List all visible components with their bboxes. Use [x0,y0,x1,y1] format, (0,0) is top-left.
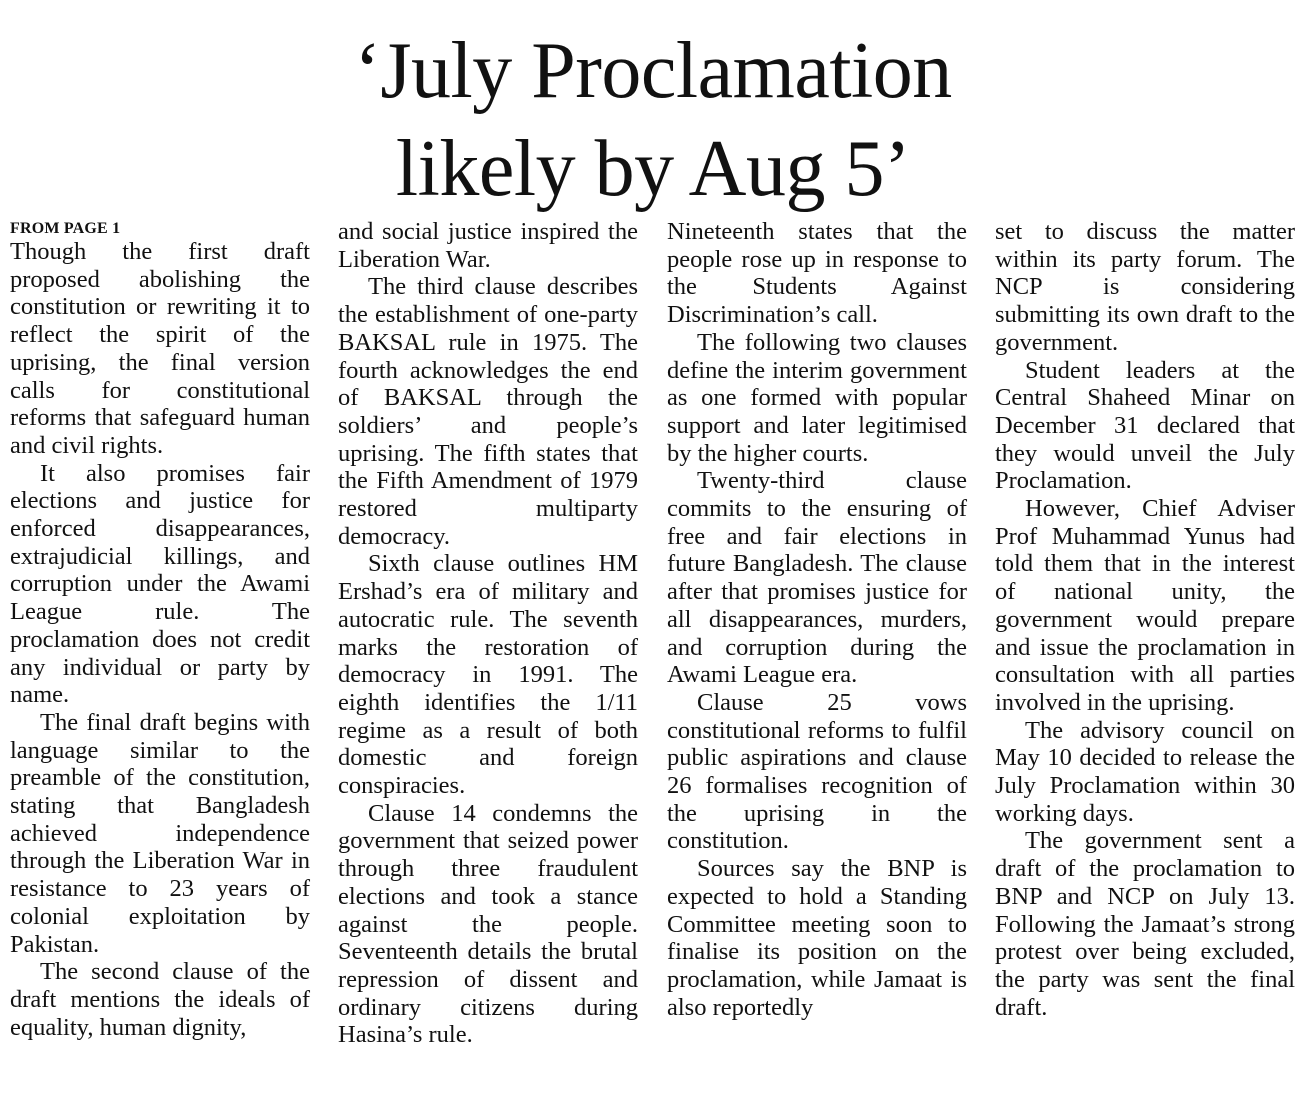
paragraph: It also promises fair elections and justice for enforced disappearances, extrajudicial killings, and corruption under the Awami League rule. The proclamation does not credit any individual or party by name. [10,459,310,709]
article-column-2 [338,218,638,1049]
paragraph: Nineteenth states that the people rose up in response to the Students Against Discrimination’s call. [667,218,967,329]
article-column-1 [10,218,310,1041]
paragraph-continued: and social justice inspired the Liberation War. [338,218,638,273]
paragraph: Clause 14 condemns the government that seized power through three fraudulent elections and took a stance against the people. Seventeenth details the brutal repression of dissent and ordinary citizens during Hasina’s rule. [338,799,638,1049]
headline [0,22,1306,218]
kicker: FROM PAGE 1 [10,220,121,237]
article-column-4 [995,218,1295,1021]
paragraph: Clause 25 vows constitutional reforms to fulfil public aspirations and clause 26 formalises recognition of the uprising in the constitution. [667,688,967,855]
paragraph: Sources say the BNP is expected to hold a Standing Committee meeting soon to finalise its position on the proclamation, while Jamaat is also reportedly [667,855,967,1021]
headline-line-2: likely by Aug 5’ [395,125,911,213]
paragraph: The government sent a draft of the proclamation to BNP and NCP on July 13. Following the Jamaat’s strong protest over being excluded, the party was sent the final draft. [995,827,1295,1021]
paragraph: The advisory council on May 10 decided to release the July Proclamation within 30 working days. [995,716,1295,827]
paragraph: However, Chief Adviser Prof Muhammad Yunus had told them that in the interest of national unity, the government would prepare and issue the proclamation in consultation with all parties involved in the uprising. [995,495,1295,716]
headline-line-1: ‘July Proclamation [354,27,952,115]
paragraph: The third clause describes the establishment of one-party BAKSAL rule in 1975. The fourth acknowledges the end of BAKSAL through the soldiers’ and people’s uprising. The fifth states that the Fifth Amendment of 1979 restored multiparty democracy. [338,273,638,550]
paragraph: The second clause of the draft mentions the ideals of equality, human dignity, [10,958,310,1041]
paragraph: The final draft begins with language similar to the preamble of the constitution, stating that Bangladesh achieved independence through the Liberation War in resistance to 23 years of colonial exploitation by Pakistan. [10,708,310,958]
paragraph-continued: set to discuss the matter within its party forum. The NCP is considering submitting its own draft to the government. [995,218,1295,356]
paragraph: Student leaders at the Central Shaheed Minar on December 31 declared that they would unveil the July Proclamation. [995,356,1295,495]
paragraph: Sixth clause outlines HM Ershad’s era of military and autocratic rule. The seventh marks the restoration of democracy in 1991. The eighth identifies the 1/11 regime as a result of both domestic and foreign conspiracies. [338,550,638,800]
article-column-3 [667,218,967,1021]
paragraph: Twenty-third clause commits to the ensuring of free and fair elections in future Bangladesh. The clause after that promises justice for all disappearances, murders, and corruption during the Awami League era. [667,467,967,689]
paragraph: The following two clauses define the interim government as one formed with popular support and later legitimised by the higher courts. [667,328,967,467]
paragraph: Though the first draft proposed abolishing the constitution or rewriting it to reflect the spirit of the uprising, the final version calls for constitutional reforms that safeguard human and civil rights. [10,238,310,459]
